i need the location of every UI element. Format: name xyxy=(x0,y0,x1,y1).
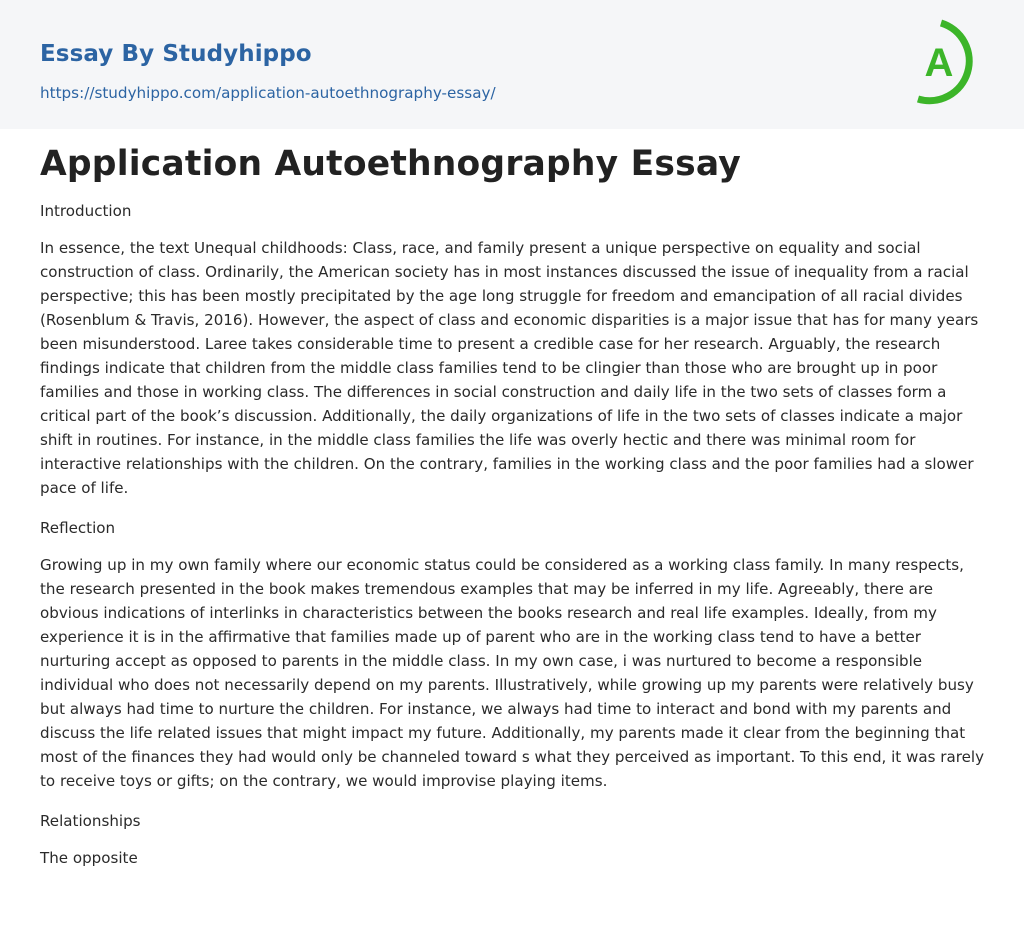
page-url-link[interactable]: https://studyhippo.com/application-autoethnography-essay/ xyxy=(40,84,496,102)
article-body xyxy=(40,199,990,883)
page-title: Application Autoethnography Essay xyxy=(40,144,741,184)
logo-letter: A xyxy=(924,41,954,85)
paragraph-reflection: Growing up in my own family where our economic status could be considered as a working class family. In many respects, the research presented in the book makes tremendous examples that may be inferred in my life. Agreeably, there are obvious indications of interlinks in characteristics between the books research and real life examples. Ideally, from my experience it is in the affirmative that families made up of parent who are in the working class tend to have a better nurturing accept as opposed to parents in the middle class. In my own case, i was nurtured to become a responsible individual who does not necessarily depend on my parents. Illustratively, while growing up my parents were relatively busy but always had time to nurture the children. For instance, we always had time to interact and bond with my parents and discuss the life related issues that might impact my future. Additionally, my parents made it clear from the beginning that most of the finances they had would only be channeled toward s what they perceived as important. To this end, it was rarely to receive toys or gifts; on the contrary, we would improvise playing items. xyxy=(40,556,985,790)
section-heading-introduction: Introduction xyxy=(40,202,132,220)
studyhippo-logo-icon[interactable] xyxy=(909,18,989,106)
section-heading-relationships: Relationships xyxy=(40,812,141,830)
section-heading-the-opposite: The opposite xyxy=(40,849,138,867)
section-heading-reflection: Reflection xyxy=(40,519,116,537)
paragraph-introduction: In essence, the text Unequal childhoods: Class, race, and family present a unique perspective on equality and social construction of class. Ordinarily, the American society has in most instances discussed the issue of inequality from a racial perspective; this has been mostly precipitated by the age long struggle for freedom and emancipation of all racial divides (Rosenblum & Travis, 2016). However, the aspect of class and economic disparities is a major issue that has for many years been misunderstood. Laree takes considerable time to present a credible case for her research. Arguably, the research findings indicate that children from the middle class families tend to be clingier than those who are brought up in poor families and those in working class. The differences in social construction and daily life in the two sets of classes form a critical part of the book’s discussion. Additionally, the daily organizations of life in the two sets of classes indicate a major shift in routines. For instance, in the middle class families the life was overly hectic and there was minimal room for interactive relationships with the children. On the contrary, families in the working class and the poor families had a slower pace of life. xyxy=(40,239,979,497)
site-header xyxy=(0,0,1024,129)
site-brand[interactable]: Essay By Studyhippo xyxy=(40,41,312,67)
